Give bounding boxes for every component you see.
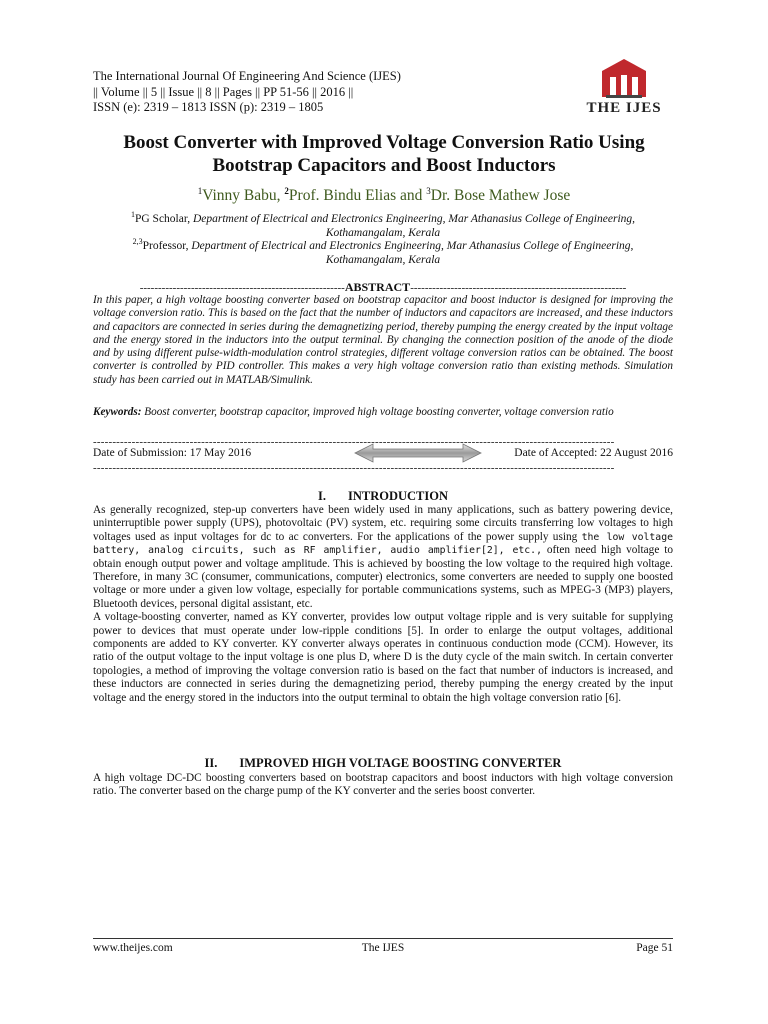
aff2-line1: Department of Electrical and Electronics Engineering, Mar Athanasius College of Engineering, (191, 239, 634, 252)
aff2-line2: Kothamangalam, Kerala (325, 253, 441, 266)
logo-text: THE IJES (586, 100, 662, 116)
abstract-heading: ABSTRACT (344, 280, 411, 294)
abstract-dash-left: -------------------------------------------------------- (139, 282, 345, 294)
ijes-logo (576, 57, 672, 117)
author-3: Dr. Bose Mathew Jose (430, 187, 571, 205)
aff1-sup: 1 (130, 210, 135, 219)
intro-p1-part-b: often need high voltage to obtain enough output power and voltage amplitude. This is achieved by boosting the low voltage to the required high voltage. Therefore, in many 3C (consumer, communications, computer) electronics, some converters are needed to supply one boosted voltage or more under a given low voltage, especially for portable communications systems, such as MPEG-3 (MP3) players, Bluetooth devices, personal digital assistant, etc. (93, 544, 673, 610)
affiliation-2 (93, 235, 673, 267)
intro-paragraph-1 (93, 504, 673, 611)
submission-date: Date of Submission: 17 May 2016 (93, 447, 252, 459)
dates-dash-top: --------------------------------------------------------------------------------------------------------------------------------------- (93, 436, 615, 448)
dates-row (93, 447, 673, 459)
paper-title (80, 131, 688, 177)
logo-emblem-icon (576, 57, 672, 101)
aff2-sup: 2,3 (132, 237, 143, 246)
author3-sup: 3 (426, 186, 431, 196)
section-2-title: IMPROVED HIGH VOLTAGE BOOSTING CONVERTER (239, 756, 562, 770)
abstract-text: In this paper, a high voltage boosting converter based on bootstrap capacitor and boost inductor is designed for improving the voltage conversion ratio. This is based on the fact that the number of inductors and capacitors are increased, and these inductors and capacitors are connected in series during the demagnetizing period, thereby pumping the energy created by the input voltage and the energy stored in the inductors into the output terminal. By changing the connection position of the anode of the diode and by using different pulse-width-modulation control strategies, different voltage conversion ratios can be obtained. The boost converter is controlled by PID controller. This makes a very high voltage conversion ratio than existing methods. Simulation study has been carried out in MATLAB/Simulink. (93, 294, 673, 386)
aff2-role: Professor, (142, 239, 192, 252)
volume-line: || Volume || 5 || Issue || 8 || Pages || PP 51-56 || 2016 || (93, 84, 354, 99)
footer-page-number: Page 51 (636, 942, 673, 954)
footer-journal: The IJES (361, 942, 405, 954)
author2-sup: 2 (284, 186, 289, 196)
aff1-line1: Department of Electrical and Electronics Engineering, Mar Athanasius College of Engineering, (192, 212, 636, 225)
journal-header (93, 69, 401, 116)
section-1-heading (93, 489, 673, 504)
footer-website: www.theijes.com (93, 942, 173, 954)
keywords (93, 406, 673, 419)
keywords-text: Boost converter, bootstrap capacitor, improved high voltage boosting converter, voltage conversion ratio (141, 406, 614, 418)
abstract-dash-right: ----------------------------------------------------------- (410, 282, 627, 294)
page-footer (93, 942, 673, 954)
authors-line (80, 186, 688, 205)
title-line-2: Bootstrap Capacitors and Boost Inductors (212, 155, 556, 176)
section-1-number: I. (317, 489, 326, 503)
dates-dash-bottom: --------------------------------------------------------------------------------------------------------------------------------------- (93, 462, 615, 474)
abstract-heading-row (93, 280, 673, 295)
aff1-role: PG Scholar, (134, 212, 193, 225)
accepted-date: Date of Accepted: 22 August 2016 (514, 447, 673, 459)
intro-p1-mono: the low voltage battery, analog circuits, such as RF amplifier, audio amplifier[2], etc., (93, 531, 673, 557)
section-2-body (93, 772, 673, 799)
intro-p1-part-a: As generally recognized, step-up converters have been widely used in many applications, such as battery powering device, uninterruptible power supply (UPS), photovoltaic (PV) system, etc. requiring some circuits transferring low voltages to high voltages used as input voltages for dc to ac converters. For the applications of the power supply using (93, 504, 673, 543)
section-2-paragraph-1: A high voltage DC-DC boosting converters based on bootstrap capacitors and boost inductors with high voltage conversion ratio. The converter based on the charge pump of the KY converter and the series boost converter. (93, 772, 673, 798)
journal-name: The International Journal Of Engineering And Science (IJES) (93, 69, 401, 83)
section-2-heading (93, 756, 673, 771)
intro-paragraph-2: A voltage-boosting converter, named as KY converter, provides low output voltage ripple and is very suitable for supplying power to devices that must operate under low-ripple conditions [5]. In order to enlarge the output voltages, additional components are added to KY converter. KY converter always operates in continuous conduction mode (CCM). However, its ratio of the output voltage to the input voltage is one plus D, where D is the duty cycle of the main switch. In certain converter topologies, a method of improving the voltage conversion ratio is based on the fact that number of inductors is increased, and these inductors are connected in series during the demagnetizing period, thereby pumping the energy created by the input voltage and the energy stored in the inductors into the output terminal to obtain the high voltage conversion ratio [6]. (93, 611, 673, 704)
keywords-label: Keywords: (93, 406, 142, 418)
section-2-number: II. (204, 756, 218, 770)
aff1-line2: Kothamangalam, Kerala (325, 226, 441, 239)
author-1: Vinny Babu, (202, 187, 285, 205)
title-line-1: Boost Converter with Improved Voltage Conversion Ratio Using (123, 132, 645, 153)
issn-line: ISSN (e): 2319 – 1813 ISSN (p): 2319 – 1805 (93, 100, 324, 114)
section-1-title: INTRODUCTION (347, 489, 448, 503)
author1-sup: 1 (197, 186, 203, 196)
section-1-body (93, 504, 673, 705)
author-2: Prof. Bindu Elias and (288, 187, 427, 205)
double-arrow-icon (353, 442, 483, 464)
footer-rule (93, 938, 673, 939)
